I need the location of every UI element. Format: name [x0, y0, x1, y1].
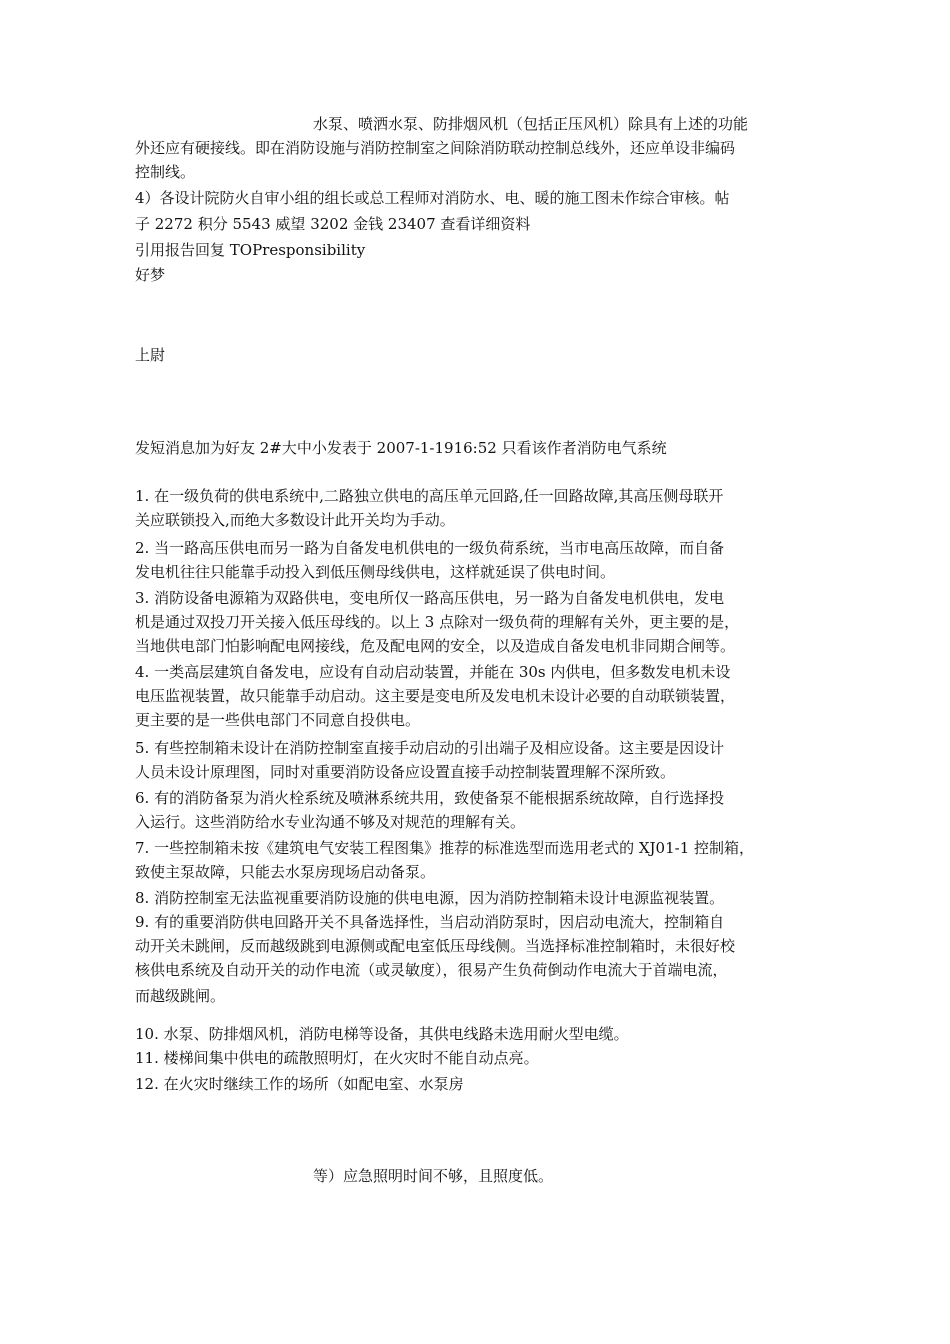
user-rank: 上尉 [135, 346, 166, 364]
intro-line: 子 2272 积分 5543 威望 3202 金钱 23407 查看详细资料 [135, 215, 531, 233]
post-header: 发短消息加为好友 2#大中小发表于 2007-1-1916:52 只看该作者消防电气系统 [135, 439, 667, 457]
list-item: 发电机往往只能靠手动投入到低压侧母线供电，这样就延误了供电时间。 [135, 563, 616, 581]
list-item: 机是通过双投刀开关接入低压母线的。以上 3 点除对一级负荷的理解有关外，更主要的是， [135, 613, 740, 631]
list-item: 9. 有的重要消防供电回路开关不具备选择性，当启动消防泵时，因启动电流大，控制箱自 [135, 913, 725, 931]
intro-line: 外还应有硬接线。即在消防设施与消防控制室之间除消防联动控制总线外，还应单设非编码 [135, 139, 736, 157]
list-item: 3. 消防设备电源箱为双路供电，变电所仅一路高压供电，另一路为自备发电机供电，发电 [135, 589, 725, 607]
list-item: 入运行。这些消防给水专业沟通不够及对规范的理解有关。 [135, 813, 526, 831]
list-item: 1. 在一级负荷的供电系统中,二路独立供电的高压单元回路,任一回路故障,其高压侧母联开 [135, 487, 724, 505]
list-item: 关应联锁投入,而绝大多数设计此开关均为手动。 [135, 511, 455, 529]
list-item: 11. 楼梯间集中供电的疏散照明灯，在火灾时不能自动点亮。 [135, 1049, 539, 1067]
list-item: 10. 水泵、防排烟风机，消防电梯等设备，其供电线路未选用耐火型电缆。 [135, 1025, 629, 1043]
list-item: 12. 在火灾时继续工作的场所（如配电室、水泵房 [135, 1075, 464, 1093]
list-item: 5. 有些控制箱未设计在消防控制室直接手动启动的引出端子及相应设备。这主要是因设计 [135, 739, 725, 757]
list-item: 核供电系统及自动开关的动作电流（或灵敏度），很易产生负荷倒动作电流大于首端电流， [135, 961, 728, 979]
intro-line: 控制线。 [135, 163, 196, 181]
list-item: 当地供电部门怕影响配电网接线，危及配电网的安全，以及造成自备发电机非同期合闸等。 [135, 637, 736, 655]
list-item: 2. 当一路高压供电而另一路为自备发电机供电的一级负荷系统，当市电高压故障，而自备 [135, 539, 725, 557]
intro-line: 水泵、喷洒水泵、防排烟风机（包括正压风机）除具有上述的功能 [313, 115, 749, 133]
list-item: 7. 一些控制箱未按《建筑电气安装工程图集》推荐的标准选型而选用老式的 XJ01-1 控制箱， [135, 839, 755, 857]
list-item: 8. 消防控制室无法监视重要消防设施的供电电源，因为消防控制箱未设计电源监视装置。 [135, 889, 725, 907]
list-item: 动开关未跳闸，反而越级跳到电源侧或配电室低压母线侧。当选择标准控制箱时，未很好校 [135, 937, 736, 955]
list-item: 6. 有的消防备泵为消火栓系统及喷淋系统共用，致使备泵不能根据系统故障，自行选择投 [135, 789, 725, 807]
list-item: 人员未设计原理图，同时对重要消防设备应设置直接手动控制装置理解不深所致。 [135, 763, 676, 781]
intro-line: 4）各设计院防火自审小组的组长或总工程师对消防水、电、暖的施工图未作综合审核。帖 [135, 189, 730, 207]
intro-line: 引用报告回复 TOPresponsibility [135, 241, 366, 259]
list-item: 而越级跳闸。 [135, 987, 226, 1005]
intro-line: 好梦 [135, 266, 166, 284]
list-item: 4. 一类高层建筑自备发电，应设有自动启动装置，并能在 30s 内供电，但多数发电机未设 [135, 663, 731, 681]
list-item: 更主要的是一些供电部门不同意自投供电。 [135, 711, 421, 729]
list-item: 电压监视装置，故只能靠手动启动。这主要是变电所及发电机未设计必要的自动联锁装置， [135, 687, 736, 705]
tail-line: 等）应急照明时间不够，且照度低。 [313, 1167, 554, 1185]
list-item: 致使主泵故障，只能去水泵房现场启动备泵。 [135, 863, 436, 881]
